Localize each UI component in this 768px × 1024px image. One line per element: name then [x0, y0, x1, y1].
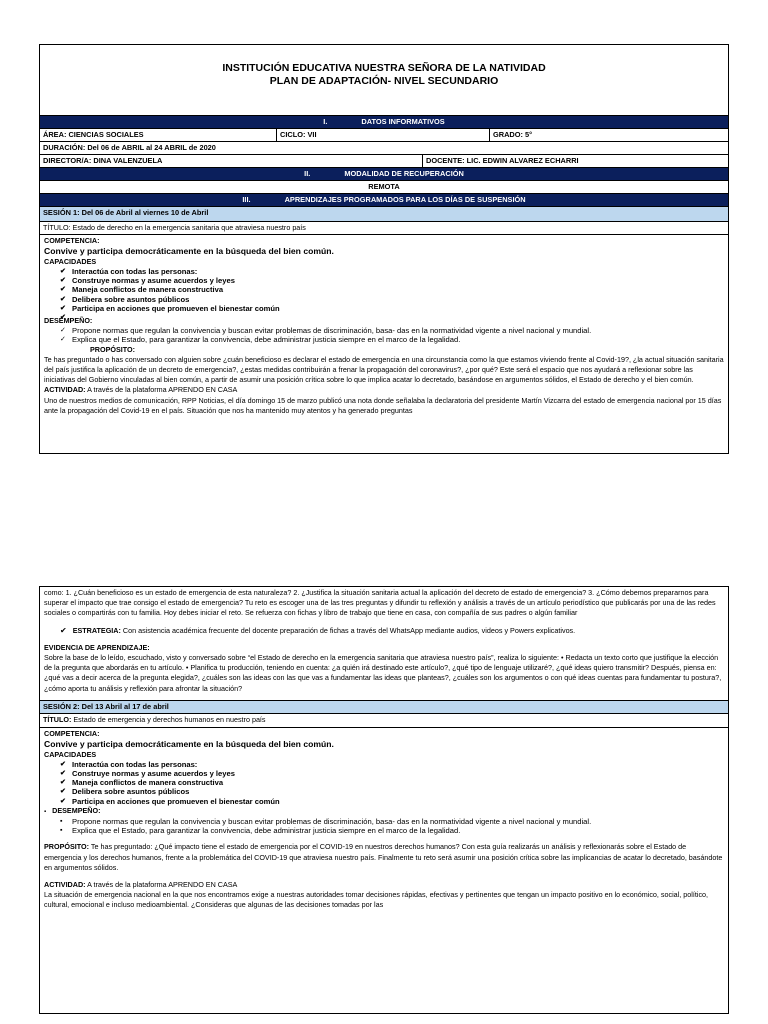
- list-item: ▪ Explica que el Estado, para garantizar la convivencia, debe administrar justicia siempre en el marco de la legalidad.: [60, 826, 724, 835]
- section-heading-modalidad: II. MODALIDAD DE RECUPERACIÓN: [40, 168, 728, 181]
- session-2-title-row: TÍTULO: Estado de emergencia y derechos humanos en nuestro país: [40, 714, 728, 728]
- director-cell: DIRECTOR/A: DINA VALENZUELA: [40, 155, 423, 167]
- proposito-text: PROPÓSITO: Te has preguntado: ¿Qué impacto tiene el estado de emergencia por el COVID-19 en nuestros derechos humanos? Con esta guía realizarás un análisis y reflexionarás sobre el Estado de emergencia y los derechos humanos, frente a la problemática del COVID-19 que atraviesa nuestro país. Finalmente tu reto será asumir una posición crítica sobre las implicancias de acatar lo decretado, basándote en argumentos sólidos.: [44, 842, 723, 872]
- session-1-body: COMPETENCIA: Convive y participa democráticamente en la búsqueda del bien común. CAPACIDADES ✔ Interactúa con todas las personas: ✔ Construye normas y asume acuerdos y leyes ✔ Maneja conflictos de manera constructiva ✔ Delibera sobre asuntos públicos ✔ Participa en acciones que promueven el bienestar común DESEMPEÑO: ✓ Propone normas que regulan la convivencia y buscan evitar problemas de discriminación, basa- das en la normatividad vigente a nivel nacional y mundial. ✓ Explica que el Estado, para garantizar la convivencia, debe administrar justicia siempre en el marco de la legalidad. PROPÓSITO: Te has preguntado o has conversado con alguien sobre ¿cuán beneficioso es declarar el estado de emergencia en una circunstancia como la que estamos viviendo frente al Covid-19?, ¿la actual situación sanitaria del país justifica la aplicación de un decreto de emergencia?, ¿estas medidas contribuirán a frenar la propagación del coronavirus?, ¿por qué? Este será el espacio que nos ayudará a reflexionar sobre las iniciativas del Gobierno vinculadas al bien común, a partir de asumir una posición crítica sobre lo que implica acatar lo decretado, basándose en argumentos sólidos, el Estado de derecho y el bien común. ACTIVIDAD: A través de la plataforma APRENDO EN CASA Uno de nuestros medios de comunicación, RPP Noticias, el día domingo 15 de marzo publicó una nota donde señalaba la declaratoria del presidente Martín Vizcarra del estado de emergencia nacional por 15 días ante la propagación del Covid-19 en el país. Situación que nos ha mantenido muy atentos y ha generado preguntas: [40, 235, 728, 418]
- capacidades-list: [44, 267, 724, 313]
- section-heading-datos: I. DATOS INFORMATIVOS: [40, 116, 728, 129]
- desempeno-list: [44, 817, 724, 835]
- area-cell: ÁREA: CIENCIAS SOCIALES: [40, 129, 277, 141]
- capacidades-list: [44, 760, 724, 806]
- list-item: ✔ Construye normas y asume acuerdos y leyes: [60, 276, 724, 285]
- modalidad-value: REMOTA: [40, 181, 728, 194]
- ciclo-cell: CICLO: VII: [277, 129, 490, 141]
- list-item: ✔ Interactúa con todas las personas:: [60, 760, 724, 769]
- list-item: ✔ Participa en acciones que promueven el bienestar común: [60, 797, 724, 806]
- info-row-director: [40, 155, 728, 168]
- document-page-1: [39, 44, 729, 454]
- evidencia-text: Sobre la base de lo leído, escuchado, visto y conversado sobre “el Estado de derecho en la emergencia sanitaria que atraviesa nuestro país”, realiza lo siguiente: • Redacta un texto corto que justifique la elección de la pregunta que abordarás en tu artículo. • Planifica tu producción, teniendo en cuenta: ¿a quién irá destinado este artículo?, ¿qué tipo de lenguaje utilizaré?, ¿qué ideas quiero transmitir? Después, piensa en: ¿qué vas a decir acerca de la pregunta elegida?, ¿cuáles son las ideas con las que vas a fundamentar las ideas que planteas?, ¿cuáles son los argumentos o con qué ideas cuentas para fundamentar tu postura?, ¿cómo aporta tu análisis y reflexión para afrontar la situación?: [44, 653, 722, 693]
- list-item: ✔ Maneja conflictos de manera constructiva: [60, 778, 724, 787]
- list-item: ✔ Delibera sobre asuntos públicos: [60, 787, 724, 796]
- continuation-text: como: 1. ¿Cuán beneficioso es un estado de emergencia de esta naturaleza? 2. ¿Justifica la situación sanitaria actual la aplicación del decreto de estado de emergencia? 3. ¿Cómo debemos prepararnos para superar el impacto que trae consigo el estado de emergencia? Tu reto es escoger una de las tres preguntas y difundir tu reflexión y análisis a través de un artículo periodístico que publicarás por una de las redes sociales o compartirás con tu familia. Hoy debes iniciar el reto. Se refuerza con fichas y libro de trabajo que tiene en casa, con compañía de sus padres o algún familiar: [44, 588, 716, 618]
- duracion-cell: DURACIÓN: Del 06 de ABRIL al 24 ABRIL de 2020: [43, 143, 216, 152]
- list-item: ✔ Maneja conflictos de manera constructiva: [60, 285, 724, 294]
- document-page-2: [39, 586, 729, 1014]
- section-heading-aprendizajes: III. APRENDIZAJES PROGRAMADOS PARA LOS DÍAS DE SUSPENSIÓN: [40, 194, 728, 207]
- list-item: ✔ Delibera sobre asuntos públicos: [60, 295, 724, 304]
- grado-cell: GRADO: 5°: [493, 130, 533, 139]
- list-item: ✓ Propone normas que regulan la convivencia y buscan evitar problemas de discriminación, basa- das en la normatividad vigente a nivel nacional y mundial.: [60, 326, 724, 335]
- info-row-area: [40, 129, 728, 142]
- document-header: [40, 45, 728, 116]
- desempeno-list: [44, 326, 724, 344]
- actividad-text: Uno de nuestros medios de comunicación, RPP Noticias, el día domingo 15 de marzo publicó una nota donde señalaba la declaratoria del presidente Martín Vizcarra del estado de emergencia nacional por 15 días ante la propagación del Covid-19 en el país. Situación que nos ha mantenido muy atentos y ha generado preguntas: [44, 395, 722, 415]
- competencia-text: Convive y participa democráticamente en la búsqueda del bien común.: [44, 246, 334, 257]
- list-item: ✓ Explica que el Estado, para garantizar la convivencia, debe administrar justicia siempre en el marco de la legalidad.: [60, 335, 724, 344]
- list-item: ▪ Propone normas que regulan la convivencia y buscan evitar problemas de discriminación, basa- das en la normatividad vigente a nivel nacional y mundial.: [60, 817, 724, 826]
- session-2-heading: SESIÓN 2: Del 13 Abril al 17 de abril: [40, 700, 728, 714]
- list-item: ✔ Construye normas y asume acuerdos y leyes: [60, 769, 724, 778]
- session-1-title-row: TÍTULO: Estado de derecho en la emergencia sanitaria que atraviesa nuestro país: [40, 222, 728, 235]
- info-row-duracion: [40, 142, 728, 155]
- plan-title: PLAN DE ADAPTACIÓN- NIVEL SECUNDARIO: [269, 75, 499, 87]
- session-1-continuation: como: 1. ¿Cuán beneficioso es un estado de emergencia de esta naturaleza? 2. ¿Justifica la situación sanitaria actual la aplicación del decreto de estado de emergencia? 3. ¿Cómo debemos prepararnos para superar el impacto que trae consigo el estado de emergencia? Tu reto es escoger una de las tres preguntas y difundir tu reflexión y análisis a través de un artículo periodístico que publicarás por una de las redes sociales o compartirás con tu familia. Hoy debes iniciar el reto. Se refuerza con fichas y libro de trabajo que tiene en casa, con compañía de sus padres o algún familiar ✔ ESTRATEGIA: Con asistencia académica frecuente del docente preparación de fichas a través del WhatsApp mediante audios, videos y Powers explicativos. EVIDENCIA DE APRENDIZAJE: Sobre la base de lo leído, escuchado, visto y conversado sobre “el Estado de derecho en la emergencia sanitaria que atraviesa nuestro país”, realiza lo siguiente: • Redacta un texto corto que justifique la elección de la pregunta que abordarás en tu artículo. • Planifica tu producción, teniendo en cuenta: ¿a quién irá destinado este artículo?, ¿qué tipo de lenguaje utilizaré?, ¿qué ideas quiero transmitir? Después, piensa en: ¿qué vas a decir acerca de la pregunta elegida?, ¿cuáles son las ideas con las que vas a fundamentar las ideas que planteas?, ¿cuáles son los argumentos o con qué ideas cuentas para fundamentar tu postura?, ¿cómo aporta tu análisis y reflexión para afrontar la situación?: [40, 587, 728, 700]
- proposito-text: Te has preguntado o has conversado con alguien sobre ¿cuán beneficioso es declarar el estado de emergencia en una circunstancia como la que estamos viviendo frente al Covid-19?, ¿la actual situación sanitaria del país justifica la aplicación de un decreto de emergencia?, ¿estas medidas contribuirán a frenar la propagación del coronavirus?, ¿por qué? Este será el espacio que nos ayudará a reflexionar sobre las iniciativas del Gobierno vinculadas al bien común, a partir de asumir una posición crítica sobre lo que implica acatar lo decretado, basándose en argumentos sólidos, el Estado de derecho y el bien común.: [44, 354, 724, 385]
- institution-name: INSTITUCIÓN EDUCATIVA NUESTRA SEÑORA DE LA NATIVIDAD: [222, 62, 546, 74]
- list-item: ✔ Participa en acciones que promueven el bienestar común: [60, 304, 724, 313]
- docente-cell: DOCENTE: LIC. EDWIN ALVAREZ ECHARRI: [426, 156, 579, 165]
- session-1-heading: SESIÓN 1: Del 06 de Abril al viernes 10 de Abril: [40, 207, 728, 222]
- session-2-body: COMPETENCIA: Convive y participa democráticamente en la búsqueda del bien común. CAPACIDADES ✔ Interactúa con todas las personas: ✔ Construye normas y asume acuerdos y leyes ✔ Maneja conflictos de manera constructiva ✔ Delibera sobre asuntos públicos ✔ Participa en acciones que promueven el bienestar común ▪ DESEMPEÑO: ▪ Propone normas que regulan la convivencia y buscan evitar problemas de discriminación, basa- das en la normatividad vigente a nivel nacional y mundial. ▪ Explica que el Estado, para garantizar la convivencia, debe administrar justicia siempre en el marco de la legalidad. PROPÓSITO: Te has preguntado: ¿Qué impacto tiene el estado de emergencia por el COVID-19 en nuestros derechos humanos? Con esta guía realizarás un análisis y reflexionarás sobre el Estado de emergencia y los derechos humanos, frente a la problemática del COVID-19 que atraviesa nuestro país. Finalmente tu reto será asumir una posición crítica sobre las implicancias de acatar lo decretado, basándote en argumentos sólidos. ACTIVIDAD: A través de la plataforma APRENDO EN CASA La situación de emergencia nacional en la que nos encontramos exige a nuestras autoridades tomar decisiones rápidas, efectivas y pertinentes que tengan un impacto positivo en lo económico, social, político, cultural, emocional e incluso medioambiental. ¿Consideras que algunas de las decisiones tomadas por las: [40, 728, 728, 913]
- estrategia-line: ✔ ESTRATEGIA: Con asistencia académica frecuente del docente preparación de fichas a través del WhatsApp mediante audios, videos y Powers explicativos.: [60, 625, 576, 635]
- actividad-text: La situación de emergencia nacional en la que nos encontramos exige a nuestras autoridades tomar decisiones rápidas, efectivas y pertinentes que tengan un impacto positivo en lo económico, social, político, cultural, emocional e incluso medioambiental. ¿Consideras que algunas de las decisiones tomadas por las: [44, 890, 709, 910]
- list-item: ✔ Interactúa con todas las personas:: [60, 267, 724, 276]
